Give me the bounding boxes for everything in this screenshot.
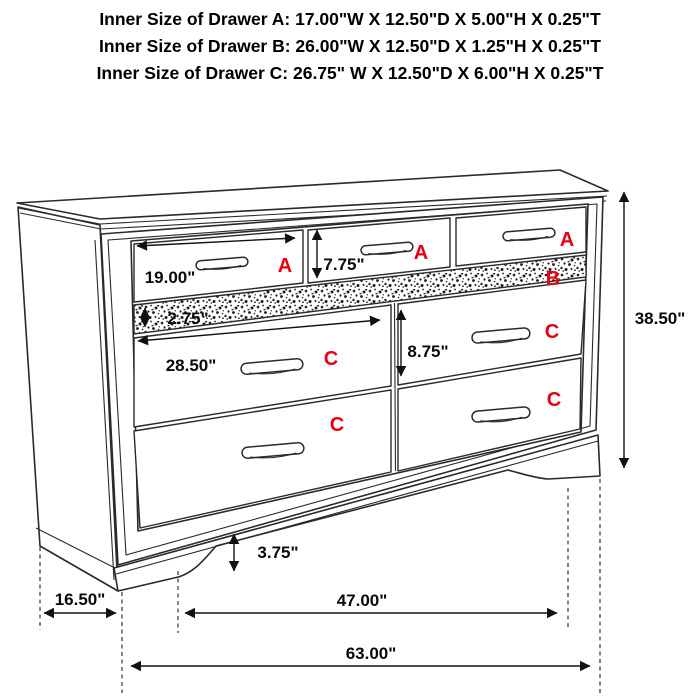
dim-overall-width-text: 63.00" xyxy=(345,644,397,663)
dim-feet-span-text: 47.00" xyxy=(336,591,388,610)
dim-drawer-a-width-text: 19.00" xyxy=(144,268,196,287)
drawer-label-c3: C xyxy=(544,321,560,343)
drawer-label-b: B xyxy=(545,268,561,290)
dresser-cabinet xyxy=(17,170,608,591)
dim-drawer-c-width-text: 28.50" xyxy=(165,356,217,375)
inner-size-line-b: Inner Size of Drawer B: 26.00"W X 12.50"D X 1.25"H X 0.25"T xyxy=(99,36,601,56)
dim-overall-height-text: 38.50" xyxy=(634,309,686,328)
drawer-label-c4: C xyxy=(546,389,562,411)
dim-hidden-drawer-height-text: 2.75" xyxy=(167,309,209,328)
dim-drawer-c-height-text: 8.75" xyxy=(407,342,449,361)
dim-base-clearance-text: 3.75" xyxy=(257,543,299,562)
drawer-label-a3: A xyxy=(559,229,575,251)
drawer-label-c2: C xyxy=(329,414,345,436)
drawer-label-a1: A xyxy=(277,255,293,277)
drawer-label-a2: A xyxy=(413,242,429,264)
inner-size-line-c: Inner Size of Drawer C: 26.75" W X 12.50"D X 6.00"H X 0.25"T xyxy=(96,63,604,83)
dim-drawer-a-height-text: 7.75" xyxy=(323,255,365,274)
inner-size-line-a: Inner Size of Drawer A: 17.00"W X 12.50"D X 5.00"H X 0.25"T xyxy=(99,9,601,29)
dim-depth-text: 16.50" xyxy=(54,590,106,609)
drawer-label-c1: C xyxy=(323,348,339,370)
